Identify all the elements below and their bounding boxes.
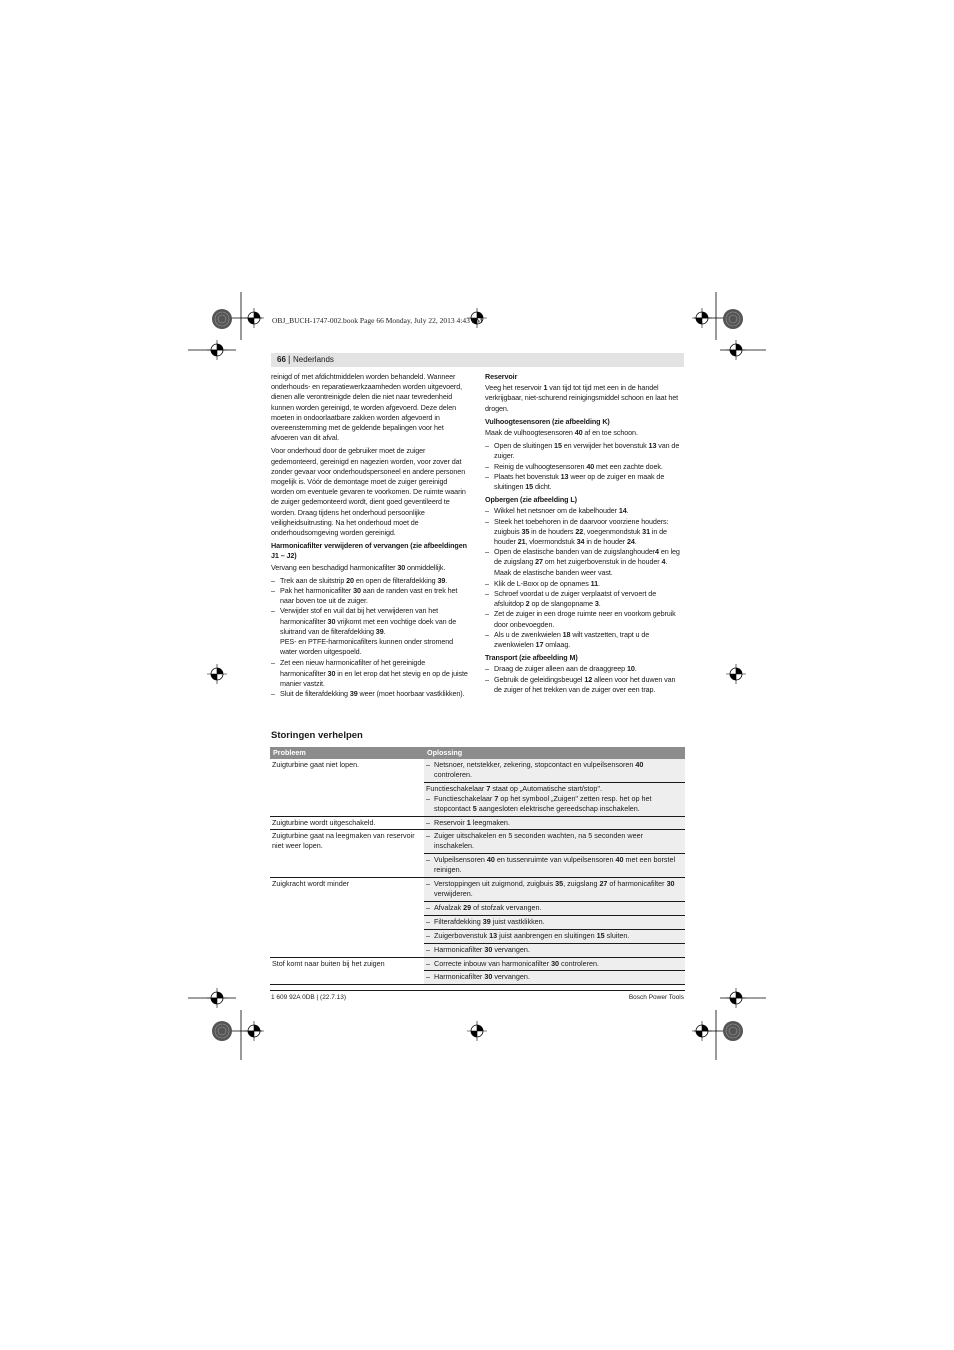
storage-steps-list-cont <box>485 579 684 650</box>
solution-cell: – Zuigerbovenstuk 13 juist aanbrengen en sluitingen 15 sluiten. <box>424 929 685 943</box>
list-item: – Sluit de filterafdekking 39 weer (moet hoorbaar vastklikken). <box>271 689 465 699</box>
registration-rosette-icon <box>211 308 233 330</box>
paragraph: Maak de vulhoogtesensoren 40 af en toe schoon. <box>485 428 638 438</box>
list-item: – Klik de L-Boxx op de opnames 11. <box>485 578 600 588</box>
note: PES- en PTFE-harmonicafilters kunnen onder stromend water worden uitgespoeld. <box>280 637 454 657</box>
list-item: – Als u de zwenkwielen 18 wilt vastzetten, trapt u de zwenkwielen 17 omlaag. <box>485 629 650 650</box>
registration-rosette-icon <box>211 1020 233 1042</box>
section-heading: Reservoir <box>485 372 518 381</box>
solution-cell: – Filterafdekking 39 juist vastklikken. <box>424 915 685 929</box>
paragraph: reinigd of met afdichtmiddelen worden behandeld. Wanneer onderhouds- en reparatiewerkzaamheden worden uitgevoerd, dienen alle verontreinigde delen die niet naar tevredenheid kunnen worden gereinigd, te worden afgevoerd. Deze delen moeten in ondoorlaatbare zakken worden afgevoerd in overeenstemming met de geldende bepalingen voor het afvoeren van dit afval. <box>271 372 462 443</box>
solution-cell: – Verstoppingen uit zuigmond, zuigbuis 35, zuigslang 27 of harmonicafilter 30 verwijderen. <box>424 878 685 902</box>
solution-cell: – Harmonicafilter 30 vervangen. <box>424 971 685 985</box>
crosshair-target-icon <box>692 1021 712 1041</box>
registration-rosette-icon <box>722 1020 744 1042</box>
list-item: – Trek aan de sluitstrip 20 en open de filterafdekking 39. <box>271 575 448 585</box>
table-row <box>270 878 685 902</box>
troubleshooting-table <box>270 747 685 985</box>
footer-document-code: 1 609 92A 0DB | (22.7.13) <box>271 994 347 1001</box>
paragraph: Voor onderhoud door de gebruiker moet de zuiger gedemonteerd, gereinigd en nagezien worden, voor zover dat zonder gevaar voor onderhoudspersoneel en andere personen mogelijk is. Vóór de demontage moet de zuiger gereinigd worden om eventuele gevaren te voorkomen. De ruimte waarin de zuiger gedemonteerd wordt, dient goed geventileerd te worden. Draag tijdens het onderhoud persoonlijke veiligheidsuitrusting. Na het onderhoud moet de onderhoudsomgeving worden gereinigd. <box>271 446 466 538</box>
problem-cell: Zuigturbine gaat na leegmaken van reservoir niet weer lopen. <box>270 830 424 878</box>
sensor-steps-list <box>485 441 684 492</box>
solution-cell: – Netsnoer, netstekker, zekering, stopcontact en vulpeilsensoren 40 controleren. <box>424 759 685 782</box>
list-item: – Reinig de vulhoogtesensoren 40 met een zachte doek. <box>485 461 663 471</box>
print-slug: OBJ_BUCH-1747-002.book Page 66 Monday, July 22, 2013 4:43 PM <box>272 316 483 325</box>
header-separator: | <box>288 354 291 364</box>
solution-cell: – Reservoir 1 leegmaken. <box>424 816 685 830</box>
list-item: – Open de sluitingen 15 en verwijder het bovenstuk 13 van de zuiger. <box>485 441 680 461</box>
list-item: – Schroef voordat u de zuiger verplaatst of vervoert de afsluitdop 2 op de slangopname 3. <box>485 589 657 609</box>
registration-rosette-icon <box>722 308 744 330</box>
problem-cell: Stof komt naar buiten bij het zuigen <box>270 957 424 985</box>
section-heading: Vulhoogtesensoren (zie afbeelding K) <box>485 416 610 426</box>
table-row <box>270 816 685 830</box>
table-row <box>270 957 685 971</box>
list-item: – Zet een nieuw harmonicafilter of het gereinigde harmonicafilter 30 in en let erop dat het stevig en op de juiste manier vastzit. <box>271 658 468 688</box>
solution-cell: – Zuiger uitschakelen en 5 seconden wachten, na 5 seconden weer inschakelen. <box>424 830 685 854</box>
crosshair-target-icon <box>467 1021 487 1041</box>
problem-cell: Zuigturbine gaat niet lopen. <box>270 759 424 816</box>
list-item: – Zet de zuiger in een droge ruimte neer en voorkom gebruik door onbevoegden. <box>485 609 676 629</box>
crosshair-target-icon <box>726 988 746 1008</box>
transport-steps-list <box>485 664 684 695</box>
left-column <box>271 372 470 702</box>
table-header-row <box>270 747 685 759</box>
table-row <box>270 759 685 782</box>
paragraph: Veeg het reservoir 1 van tijd tot tijd met een in de handel verkrijgbaar, niet-schurend reinigingsmiddel schoon en laat het drogen. <box>485 383 679 413</box>
column-header-solution: Oplossing <box>424 747 685 759</box>
troubleshooting-title: Storingen verhelpen <box>271 730 363 741</box>
right-column <box>485 372 684 698</box>
list-item: – Draag de zuiger alleen aan de draaggreep 10. <box>485 664 637 674</box>
storage-steps-list <box>485 506 684 567</box>
page-number: 66 <box>277 355 286 364</box>
solution-cell: – Vulpeilsensoren 40 en tussenruimte van vulpeilsensoren 40 met een borstel reinigen. <box>424 854 685 878</box>
filter-steps-list-cont <box>271 658 470 699</box>
page-header <box>271 353 684 367</box>
crosshair-target-icon <box>726 664 746 684</box>
filter-steps-list <box>271 576 470 637</box>
solution-cell: – Correcte inbouw van harmonicafilter 30 controleren. <box>424 957 685 971</box>
footer-brand: Bosch Power Tools <box>628 994 684 1001</box>
crosshair-target-icon <box>244 308 264 328</box>
header-language: Nederlands <box>293 355 334 364</box>
list-item: – Wikkel het netsnoer om de kabelhouder 14. <box>485 506 629 516</box>
section-heading: Harmonicafilter verwijderen of vervangen (zie afbeeldingen J1 – J2) <box>271 541 467 561</box>
crosshair-target-icon <box>207 988 227 1008</box>
crosshair-target-icon <box>207 340 227 360</box>
list-item: – Pak het harmonicafilter 30 aan de randen vast en trek het naar boven toe uit de zuiger. <box>271 586 458 606</box>
problem-cell: Zuigturbine wordt uitgeschakeld. <box>270 816 424 830</box>
problem-cell: Zuigkracht wordt minder <box>270 878 424 957</box>
list-item: – Open de elastische banden van de zuigslanghouder4 en leg de zuigslang 27 om het zuigerbovenstuk in de houder 4. <box>485 547 680 567</box>
table-row <box>270 830 685 854</box>
note: Maak de elastische banden weer vast. <box>494 567 613 577</box>
paragraph: Vervang een beschadigd harmonicafilter 30 onmiddellijk. <box>271 562 446 572</box>
crosshair-target-icon <box>692 308 712 328</box>
column-header-problem: Probleem <box>270 747 424 759</box>
list-item: – Gebruik de geleidingsbeugel 12 alleen voor het duwen van de zuiger of het trekken van de zuiger over een trap. <box>485 674 676 694</box>
section-heading: Transport (zie afbeelding M) <box>485 653 578 663</box>
list-item: – Verwijder stof en vuil dat bij het verwijderen van het harmonicafilter 30 vrijkomt met een vochtige doek van de sluitrand van de filterafdekking 39. <box>271 606 457 636</box>
solution-cell: – Harmonicafilter 30 vervangen. <box>424 943 685 957</box>
list-item: – Steek het toebehoren in de daarvoor voorziene houders: zuigbuis 35 in de houders 22, voegenmondstuk 31 in de houder 21, vloermondstuk 34 in de houder 24. <box>485 516 669 547</box>
crosshair-target-icon <box>244 1021 264 1041</box>
footer-rule <box>270 990 685 991</box>
solution-cell: – Afvalzak 29 of stofzak vervangen. <box>424 901 685 915</box>
section-heading: Opbergen (zie afbeelding L) <box>485 495 577 505</box>
crosshair-target-icon <box>726 340 746 360</box>
solution-cell: Functieschakelaar 7 staat op „Automatische start/stop". – Functieschakelaar 7 op het symbool „Zuigen" zetten resp. het op het stopcontact 5 aangesloten elektrische gereedschap inschakelen. <box>424 782 685 816</box>
list-item: – Plaats het bovenstuk 13 weer op de zuiger en maak de sluitingen 15 dicht. <box>485 471 665 492</box>
crosshair-target-icon <box>207 664 227 684</box>
